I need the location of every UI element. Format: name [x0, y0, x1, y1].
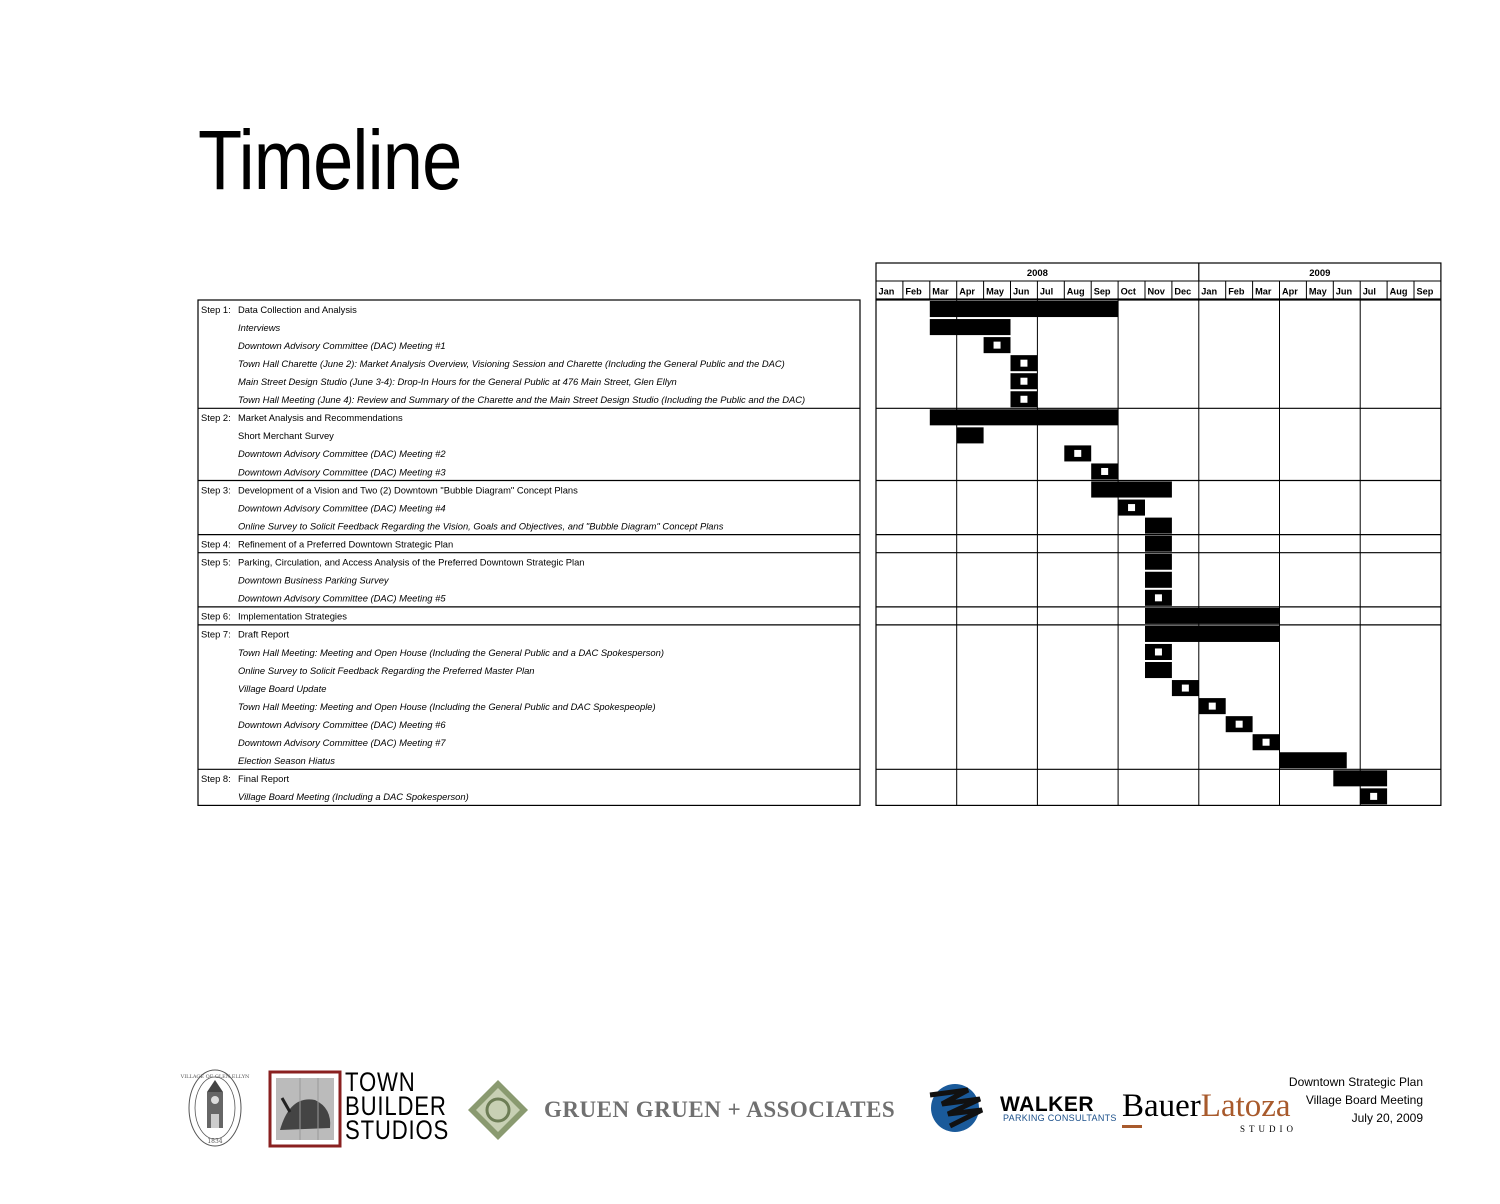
step-number: Step 3: [201, 484, 231, 496]
task-label: Downtown Advisory Committee (DAC) Meeting #1 [238, 339, 446, 351]
task-label: Interviews [238, 321, 281, 333]
task-bar [1145, 662, 1172, 678]
task-label: Town Hall Meeting: Meeting and Open House (Including the General Public and a DAC Spokesperson) [238, 646, 664, 658]
task-label: Downtown Advisory Committee (DAC) Meeting #3 [238, 466, 446, 478]
year-label: 2009 [1309, 268, 1331, 279]
month-label: May [1308, 286, 1327, 297]
milestone-marker [1155, 648, 1162, 655]
task-label: Downtown Advisory Committee (DAC) Meeting #7 [238, 737, 446, 748]
milestone-marker [1236, 721, 1243, 728]
task-label: Town Hall Meeting: Meeting and Open House (Including the General Public and DAC Spokespeople) [238, 700, 656, 712]
footer-info [1289, 1073, 1423, 1127]
task-label: Election Season Hiatus [238, 755, 335, 767]
bauer-latoza-subtitle: STUDIO [1240, 1124, 1297, 1134]
town-builder-wordmark: TOWN BUILDER STUDIOS [345, 1067, 450, 1145]
milestone-marker [1155, 594, 1162, 601]
task-label: Refinement of a Preferred Downtown Strategic Plan [238, 538, 454, 550]
task-label: Downtown Advisory Committee (DAC) Meeting #4 [238, 502, 446, 514]
town-builder-logo [270, 1072, 340, 1146]
seal-year: 1834 [207, 1138, 223, 1145]
task-label: Downtown Business Parking Survey [238, 574, 389, 586]
milestone-marker [1020, 396, 1027, 403]
task-label: Implementation Strategies [238, 610, 347, 622]
month-label: Mar [932, 286, 949, 297]
task-label: Downtown Advisory Committee (DAC) Meeting #2 [238, 448, 446, 460]
gruen-wordmark: GRUEN GRUEN + ASSOCIATES [544, 1097, 896, 1122]
task-label: Short Merchant Survey [238, 430, 334, 442]
milestone-marker [1263, 739, 1270, 746]
task-label: Town Hall Charette (June 2): Market Analysis Overview, Visioning Session and Charette (Including the General Public and the DAC) [238, 357, 785, 369]
month-label: Mar [1255, 286, 1272, 297]
milestone-marker [1020, 378, 1027, 385]
month-label: Feb [1228, 286, 1245, 297]
seal-text: VILLAGE OF GLEN ELLYN [180, 1074, 250, 1080]
task-bar [1145, 518, 1172, 534]
step-number: Step 6: [201, 610, 231, 622]
month-label: Jan [1201, 286, 1218, 297]
task-bar [930, 409, 1118, 425]
month-label: Apr [1282, 286, 1298, 297]
month-label: Jul [1362, 286, 1376, 297]
task-bar [1145, 554, 1172, 570]
task-label: Village Board Meeting (Including a DAC Spokesperson) [238, 791, 469, 803]
task-label: Online Survey to Solicit Feedback Regarding the Vision, Goals and Objectives, and "Bubble Diagram" Concept Plans [238, 520, 724, 532]
step-number: Step 7: [201, 628, 231, 640]
task-label: Downtown Advisory Committee (DAC) Meeting #6 [238, 718, 446, 730]
month-label: Aug [1066, 286, 1085, 297]
gruen-logo-icon [468, 1080, 528, 1140]
task-bar [1091, 482, 1172, 498]
task-bar [930, 301, 1118, 317]
footer-meeting: Village Board Meeting [1305, 1093, 1423, 1107]
task-label: Village Board Update [238, 682, 327, 694]
milestone-marker [1020, 360, 1027, 367]
task-label: Final Report [238, 773, 290, 785]
milestone-marker [1209, 703, 1216, 710]
walker-wordmark: WALKER [1000, 1093, 1094, 1116]
task-bar [1145, 572, 1172, 588]
milestone-marker [1074, 450, 1081, 457]
step-number: Step 8: [201, 773, 231, 785]
month-label: Dec [1174, 286, 1192, 297]
step-number: Step 4: [201, 538, 231, 550]
task-bar [1145, 608, 1280, 624]
step-number: Step 2: [201, 412, 231, 424]
month-label: Jun [1335, 286, 1353, 297]
task-bar [1280, 752, 1347, 768]
milestone-marker [1128, 504, 1135, 511]
walker-logo-icon [930, 1084, 982, 1132]
step-number: Step 5: [201, 556, 231, 568]
task-bar [1145, 536, 1172, 552]
month-label: Feb [905, 286, 922, 297]
slide-title: Timeline [198, 113, 462, 207]
milestone-marker [994, 342, 1001, 349]
footer-date: July 20, 2009 [1351, 1111, 1423, 1125]
task-label: Data Collection and Analysis [238, 303, 357, 315]
month-label: Aug [1389, 286, 1408, 297]
task-label: Parking, Circulation, and Access Analysis of the Preferred Downtown Strategic Plan [238, 556, 585, 568]
year-label: 2008 [1026, 268, 1048, 279]
milestone-marker [1370, 793, 1377, 800]
bauer-latoza-wordmark: BauerLatoza [1122, 1088, 1291, 1124]
month-label: Jul [1039, 286, 1054, 297]
task-label: Development of a Vision and Two (2) Downtown "Bubble Diagram" Concept Plans [238, 484, 578, 496]
milestone-marker [1182, 685, 1189, 692]
step-number: Step 1: [201, 303, 231, 315]
task-label: Main Street Design Studio (June 3-4): Drop-In Hours for the General Public at 476 Main Street, Glen Ellyn [238, 376, 677, 387]
task-label: Online Survey to Solicit Feedback Regarding the Preferred Master Plan [238, 664, 535, 676]
month-label: Sep [1093, 286, 1111, 297]
task-bar [1145, 626, 1280, 642]
month-label: Sep [1416, 286, 1434, 297]
task-label: Draft Report [238, 628, 290, 640]
task-label: Market Analysis and Recommendations [238, 412, 403, 424]
village-seal-logo [180, 1070, 250, 1146]
month-label: Apr [959, 286, 976, 297]
footer-project: Downtown Strategic Plan [1288, 1075, 1423, 1089]
milestone-marker [1101, 468, 1108, 475]
task-label: Downtown Advisory Committee (DAC) Meeting #5 [238, 592, 446, 604]
month-label: Nov [1147, 286, 1165, 297]
month-label: Jun [1013, 286, 1030, 297]
task-bar [1333, 770, 1387, 786]
month-label: Jan [878, 286, 895, 297]
task-label: Town Hall Meeting (June 4): Review and Summary of the Charette and the Main Street Design Studio (Including the Public and the DAC) [238, 394, 806, 406]
month-label: Oct [1120, 286, 1136, 297]
month-label: May [986, 286, 1004, 297]
task-bar [957, 427, 984, 443]
task-bar [930, 319, 1011, 335]
walker-subtitle: PARKING CONSULTANTS [1003, 1113, 1117, 1123]
